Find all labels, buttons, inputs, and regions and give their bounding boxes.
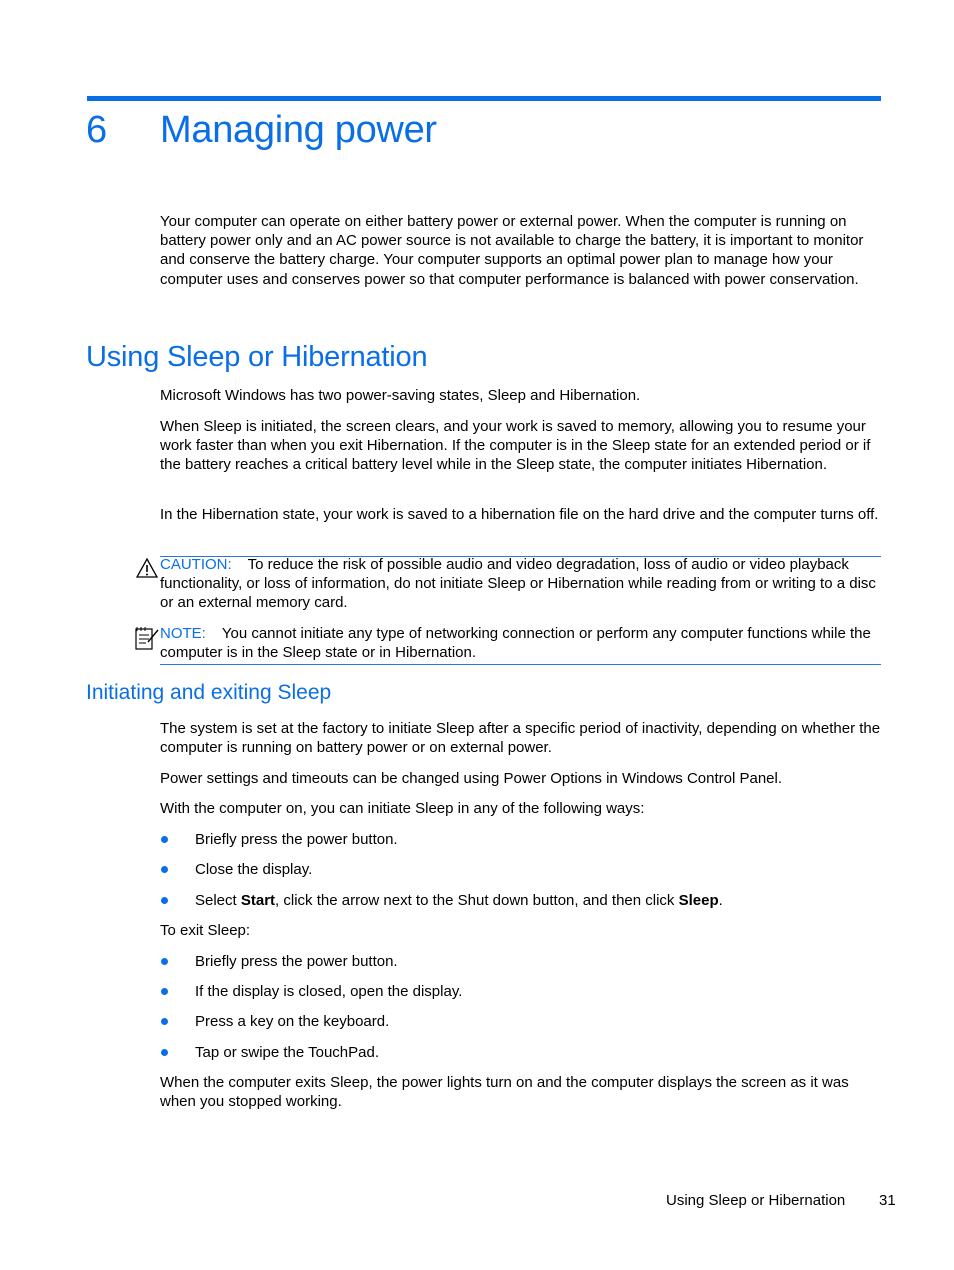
list-item: Tap or swipe the TouchPad.: [195, 1044, 380, 1061]
footer-section-title: Using Sleep or Hibernation: [666, 1192, 846, 1209]
start-keyword: Start: [240, 892, 276, 909]
subsection-paragraph-2: Power settings and timeouts can be changed using Power Options in Windows Control Panel.: [160, 770, 783, 787]
bullet-icon: [161, 866, 168, 873]
list-item: Briefly press the power button.: [195, 831, 398, 848]
section-paragraph-1: Microsoft Windows has two power-saving states, Sleep and Hibernation.: [160, 387, 641, 404]
section-paragraph-2: When Sleep is initiated, the screen clears, and your work is saved to memory, allowing you to resume your work faster than when you exit Hibernation. If the computer is in the Sleep state for an extended period or if the battery reaches a critical battery level while in the Sleep state, the computer initiates Hibernation.: [160, 418, 871, 474]
caution-label: CAUTION:: [160, 556, 232, 573]
sleep-keyword: Sleep: [678, 892, 719, 909]
list-item: Press a key on the keyboard.: [195, 1013, 390, 1030]
bullet-icon: [161, 988, 168, 995]
caution-block: [160, 555, 882, 613]
select-item-pre: Select: [195, 892, 241, 909]
bullet-icon: [161, 1049, 168, 1056]
bullet-icon: [161, 897, 168, 904]
chapter-number: 6: [86, 109, 108, 151]
section-paragraph-3: In the Hibernation state, your work is saved to a hibernation file on the hard drive and the computer turns off.: [160, 506, 879, 523]
list-item: If the display is closed, open the display.: [195, 983, 463, 1000]
subsection-paragraph-3: With the computer on, you can initiate Sleep in any of the following ways:: [160, 800, 645, 817]
chapter-title: Managing power: [160, 109, 437, 151]
select-item-post: .: [718, 892, 723, 909]
subsection-paragraph-1: The system is set at the factory to initiate Sleep after a specific period of inactivity, depending on whether the computer is running on battery power or on external power.: [160, 720, 881, 757]
subsection-heading: Initiating and exiting Sleep: [86, 681, 332, 704]
note-pad-icon: [134, 626, 160, 652]
caution-text: To reduce the risk of possible audio and video degradation, loss of audio or video playback functionality, or loss of information, do not initiate Sleep or Hibernation while reading from or writing to a disc or an external memory card.: [160, 556, 876, 612]
note-label: NOTE:: [160, 625, 206, 642]
bullet-icon: [161, 958, 168, 965]
list-item: Close the display.: [195, 861, 313, 878]
list-item: Briefly press the power button.: [195, 953, 398, 970]
caution-warning-icon: [136, 558, 158, 578]
intro-paragraph: Your computer can operate on either battery power or external power. When the computer is running on battery power only and an AC power source is not available to charge the battery, it is important to monitor and conserve the battery charge. Your computer supports an optimal power plan to manage how your computer uses and conserves power so that computer performance is balanced with power conservation.: [160, 213, 864, 288]
bullet-icon: [161, 836, 168, 843]
note-bottom-rule: [160, 664, 881, 665]
select-item-mid: , click the arrow next to the Shut down button, and then click: [275, 892, 679, 909]
note-text: You cannot initiate any type of networking connection or perform any computer functions while the computer is in the Sleep state or in Hibernation.: [160, 625, 871, 662]
page-number: 31: [879, 1192, 896, 1209]
bullet-icon: [161, 1018, 168, 1025]
chapter-rule: [87, 96, 881, 101]
list-item-select-start: [195, 891, 723, 910]
exit-intro: To exit Sleep:: [160, 922, 251, 939]
note-block: [160, 624, 882, 662]
closing-paragraph: When the computer exits Sleep, the power lights turn on and the computer displays the screen as it was when you stopped working.: [160, 1074, 849, 1111]
section-heading: Using Sleep or Hibernation: [86, 341, 428, 373]
